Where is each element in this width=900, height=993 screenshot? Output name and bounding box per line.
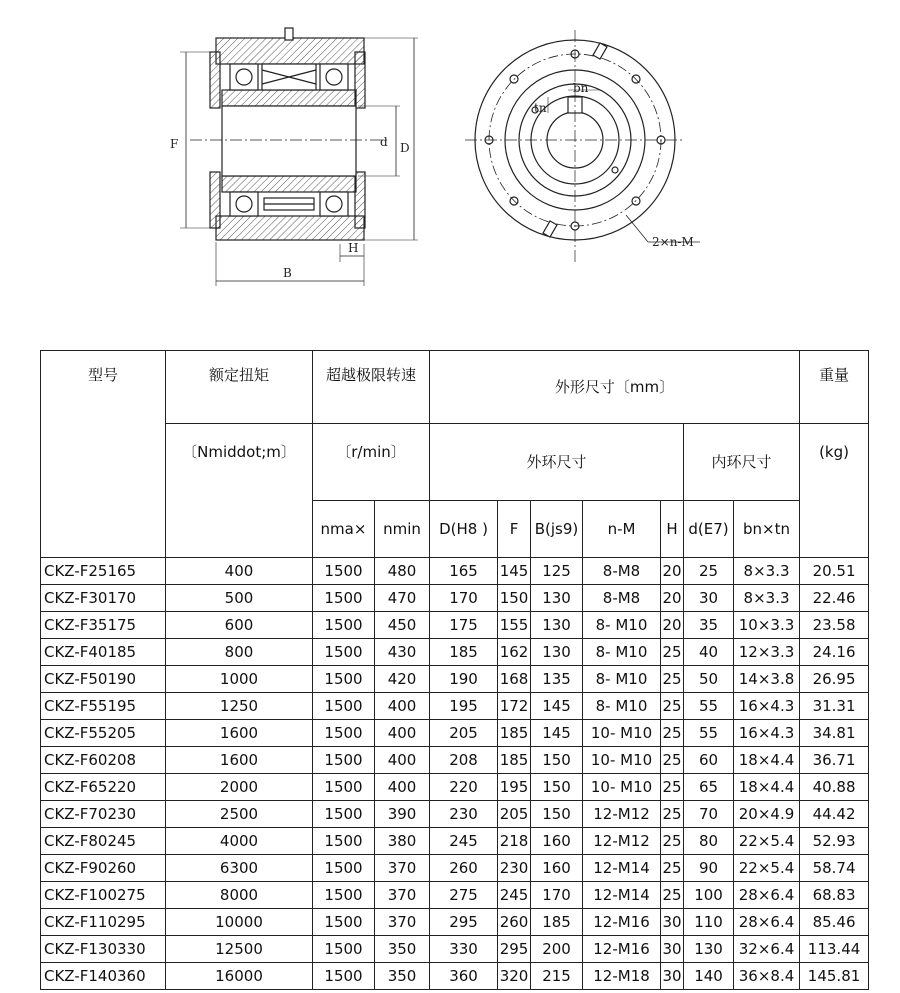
cell-nmax: 1500: [313, 612, 375, 639]
table-row: [41, 666, 869, 693]
cell-model: CKZ-F55205: [41, 720, 166, 747]
cell-B: 135: [531, 666, 583, 693]
cell-nmax: 1500: [313, 774, 375, 801]
table-row: [41, 774, 869, 801]
cell-model: CKZ-F80245: [41, 828, 166, 855]
cell-weight: 26.95: [800, 666, 869, 693]
cell-D: 230: [430, 801, 498, 828]
cell-d: 35: [684, 612, 734, 639]
cell-F: 145: [498, 558, 531, 585]
cell-model: CKZ-F40185: [41, 639, 166, 666]
cell-bntn: 36×8.4: [734, 963, 800, 990]
cell-model: CKZ-F130330: [41, 936, 166, 963]
cell-d: 25: [684, 558, 734, 585]
cell-B: 170: [531, 882, 583, 909]
table-row: [41, 747, 869, 774]
cell-D: 195: [430, 693, 498, 720]
cell-nmax: 1500: [313, 882, 375, 909]
cell-nM: 10- M10: [583, 720, 661, 747]
cell-bntn: 20×4.9: [734, 801, 800, 828]
cell-torque: 8000: [166, 882, 313, 909]
clutch-drawing-svg: [0, 0, 900, 300]
header-weight-unit: (kg): [800, 424, 869, 558]
cell-nmin: 370: [375, 909, 430, 936]
cell-nmin: 350: [375, 963, 430, 990]
header-row-2: [41, 424, 869, 501]
cell-torque: 500: [166, 585, 313, 612]
header-B: B(js9): [531, 501, 583, 558]
cell-d: 55: [684, 720, 734, 747]
cell-nmax: 1500: [313, 693, 375, 720]
dim-label-B: B: [283, 266, 292, 280]
cell-weight: 85.46: [800, 909, 869, 936]
cell-model: CKZ-F65220: [41, 774, 166, 801]
cell-weight: 24.16: [800, 639, 869, 666]
cell-bntn: 18×4.4: [734, 747, 800, 774]
cell-nmax: 1500: [313, 855, 375, 882]
cell-model: CKZ-F50190: [41, 666, 166, 693]
spec-table: [40, 350, 869, 990]
cell-nmax: 1500: [313, 801, 375, 828]
cell-weight: 145.81: [800, 963, 869, 990]
cell-nmin: 400: [375, 720, 430, 747]
table-row: [41, 855, 869, 882]
header-d: d(E7): [684, 501, 734, 558]
cell-torque: 1250: [166, 693, 313, 720]
cell-d: 55: [684, 693, 734, 720]
grease-nipple-icon: [285, 28, 293, 40]
table-row: [41, 936, 869, 963]
table-row: [41, 828, 869, 855]
table-row: [41, 963, 869, 990]
cell-nmin: 470: [375, 585, 430, 612]
cell-d: 65: [684, 774, 734, 801]
cell-D: 220: [430, 774, 498, 801]
dim-label-H: H: [348, 241, 359, 255]
cell-B: 145: [531, 720, 583, 747]
cell-nmax: 1500: [313, 909, 375, 936]
cell-nmax: 1500: [313, 963, 375, 990]
cell-B: 130: [531, 612, 583, 639]
header-bntn: bn×tn: [734, 501, 800, 558]
cell-B: 130: [531, 585, 583, 612]
cell-d: 70: [684, 801, 734, 828]
cell-B: 160: [531, 855, 583, 882]
cell-bntn: 8×3.3: [734, 585, 800, 612]
cell-F: 162: [498, 639, 531, 666]
table-row: [41, 909, 869, 936]
cell-nM: 12-M18: [583, 963, 661, 990]
cell-nM: 12-M16: [583, 936, 661, 963]
cell-D: 295: [430, 909, 498, 936]
cell-D: 190: [430, 666, 498, 693]
cell-F: 185: [498, 720, 531, 747]
cell-nM: 8-M8: [583, 585, 661, 612]
cell-H: 25: [661, 855, 684, 882]
cell-d: 30: [684, 585, 734, 612]
header-speed: 超越极限转速: [313, 351, 430, 424]
cell-nmin: 370: [375, 882, 430, 909]
cell-B: 200: [531, 936, 583, 963]
cell-nmin: 390: [375, 801, 430, 828]
cell-model: CKZ-F55195: [41, 693, 166, 720]
cell-d: 60: [684, 747, 734, 774]
cell-F: 260: [498, 909, 531, 936]
cell-torque: 2500: [166, 801, 313, 828]
cell-weight: 68.83: [800, 882, 869, 909]
cell-d: 50: [684, 666, 734, 693]
cell-F: 155: [498, 612, 531, 639]
cell-d: 100: [684, 882, 734, 909]
header-torque: 额定扭矩: [166, 351, 313, 424]
cell-nmin: 370: [375, 855, 430, 882]
cell-model: CKZ-F25165: [41, 558, 166, 585]
cell-nM: 12-M12: [583, 828, 661, 855]
header-nmax: nma×: [313, 501, 375, 558]
header-D: D(H8 ): [430, 501, 498, 558]
cell-d: 130: [684, 936, 734, 963]
header-speed-unit: 〔r/min〕: [313, 424, 430, 501]
header-inner-ring: 内环尺寸: [684, 424, 800, 501]
cell-bntn: 14×3.8: [734, 666, 800, 693]
dim-label-holes: 2×n-M: [652, 235, 694, 249]
cell-torque: 1600: [166, 720, 313, 747]
cell-B: 125: [531, 558, 583, 585]
cell-bntn: 22×5.4: [734, 855, 800, 882]
cell-torque: 12500: [166, 936, 313, 963]
cell-nmin: 380: [375, 828, 430, 855]
cell-nM: 8- M10: [583, 612, 661, 639]
dim-label-tn: tn: [534, 101, 547, 115]
cell-H: 30: [661, 963, 684, 990]
cell-D: 245: [430, 828, 498, 855]
cell-weight: 52.93: [800, 828, 869, 855]
cell-F: 295: [498, 936, 531, 963]
cell-weight: 44.42: [800, 801, 869, 828]
table-row: [41, 882, 869, 909]
cell-D: 175: [430, 612, 498, 639]
cell-weight: 22.46: [800, 585, 869, 612]
cell-nmin: 450: [375, 612, 430, 639]
cell-F: 205: [498, 801, 531, 828]
header-nM: n-M: [583, 501, 661, 558]
cell-D: 260: [430, 855, 498, 882]
cell-d: 80: [684, 828, 734, 855]
header-F: F: [498, 501, 531, 558]
cell-bntn: 8×3.3: [734, 558, 800, 585]
cell-H: 25: [661, 720, 684, 747]
cell-torque: 4000: [166, 828, 313, 855]
cell-nmax: 1500: [313, 828, 375, 855]
cell-D: 275: [430, 882, 498, 909]
cell-nM: 12-M14: [583, 882, 661, 909]
cell-nmin: 480: [375, 558, 430, 585]
table-row: [41, 693, 869, 720]
cell-weight: 20.51: [800, 558, 869, 585]
cell-model: CKZ-F35175: [41, 612, 166, 639]
cell-B: 215: [531, 963, 583, 990]
cell-D: 185: [430, 639, 498, 666]
cell-bntn: 12×3.3: [734, 639, 800, 666]
cell-nmin: 420: [375, 666, 430, 693]
table-body: [41, 558, 869, 990]
cell-D: 208: [430, 747, 498, 774]
dim-label-F: F: [170, 137, 179, 151]
cell-nmax: 1500: [313, 720, 375, 747]
cell-nmax: 1500: [313, 639, 375, 666]
cell-bntn: 10×3.3: [734, 612, 800, 639]
cell-B: 150: [531, 774, 583, 801]
cell-model: CKZ-F60208: [41, 747, 166, 774]
cell-torque: 1600: [166, 747, 313, 774]
cell-bntn: 32×6.4: [734, 936, 800, 963]
cell-torque: 16000: [166, 963, 313, 990]
cell-F: 172: [498, 693, 531, 720]
cell-torque: 6300: [166, 855, 313, 882]
cell-H: 25: [661, 747, 684, 774]
front-view: [465, 30, 700, 262]
cell-nmin: 400: [375, 693, 430, 720]
cell-H: 30: [661, 936, 684, 963]
cell-d: 140: [684, 963, 734, 990]
cell-F: 195: [498, 774, 531, 801]
dim-label-d: d: [380, 135, 388, 149]
cell-bntn: 22×5.4: [734, 828, 800, 855]
cell-F: 218: [498, 828, 531, 855]
technical-drawing: [0, 0, 900, 300]
dim-label-bn: bn: [573, 81, 589, 95]
cell-bntn: 18×4.4: [734, 774, 800, 801]
cell-nM: 8-M8: [583, 558, 661, 585]
cell-bntn: 28×6.4: [734, 882, 800, 909]
cell-H: 25: [661, 801, 684, 828]
cell-H: 20: [661, 612, 684, 639]
cell-H: 20: [661, 558, 684, 585]
cell-nmax: 1500: [313, 666, 375, 693]
table-row: [41, 639, 869, 666]
cell-nmin: 400: [375, 774, 430, 801]
cell-B: 150: [531, 801, 583, 828]
cell-nmax: 1500: [313, 747, 375, 774]
header-nmin: nmin: [375, 501, 430, 558]
table-row: [41, 585, 869, 612]
table-row: [41, 558, 869, 585]
header-row-1: [41, 351, 869, 424]
cell-D: 165: [430, 558, 498, 585]
dim-label-D: D: [400, 141, 410, 155]
table-row: [41, 801, 869, 828]
header-weight: 重量: [800, 351, 869, 424]
side-section-view: [180, 28, 418, 286]
cell-H: 25: [661, 693, 684, 720]
cell-B: 185: [531, 909, 583, 936]
cell-H: 25: [661, 882, 684, 909]
cell-B: 130: [531, 639, 583, 666]
cell-H: 20: [661, 585, 684, 612]
cell-torque: 1000: [166, 666, 313, 693]
cell-D: 360: [430, 963, 498, 990]
cell-D: 330: [430, 936, 498, 963]
header-outer-ring: 外环尺寸: [430, 424, 684, 501]
cell-weight: 113.44: [800, 936, 869, 963]
cell-torque: 400: [166, 558, 313, 585]
cell-model: CKZ-F140360: [41, 963, 166, 990]
cell-D: 205: [430, 720, 498, 747]
header-torque-unit: 〔Nmiddot;m〕: [166, 424, 313, 558]
cell-d: 110: [684, 909, 734, 936]
cell-nmin: 400: [375, 747, 430, 774]
cell-nmax: 1500: [313, 936, 375, 963]
cell-F: 150: [498, 585, 531, 612]
cell-nmax: 1500: [313, 585, 375, 612]
cell-H: 25: [661, 828, 684, 855]
cell-B: 160: [531, 828, 583, 855]
cell-H: 25: [661, 639, 684, 666]
cell-F: 185: [498, 747, 531, 774]
cell-torque: 600: [166, 612, 313, 639]
cell-nM: 8- M10: [583, 639, 661, 666]
cell-model: CKZ-F100275: [41, 882, 166, 909]
cell-nM: 12-M12: [583, 801, 661, 828]
cell-D: 170: [430, 585, 498, 612]
cell-torque: 800: [166, 639, 313, 666]
cell-B: 150: [531, 747, 583, 774]
cell-H: 30: [661, 909, 684, 936]
cell-bntn: 16×4.3: [734, 693, 800, 720]
cell-nM: 12-M14: [583, 855, 661, 882]
cell-weight: 34.81: [800, 720, 869, 747]
cell-H: 25: [661, 666, 684, 693]
cell-nM: 10- M10: [583, 774, 661, 801]
cell-bntn: 16×4.3: [734, 720, 800, 747]
cell-model: CKZ-F70230: [41, 801, 166, 828]
cell-nmin: 430: [375, 639, 430, 666]
table-row: [41, 720, 869, 747]
cell-H: 25: [661, 774, 684, 801]
cell-torque: 10000: [166, 909, 313, 936]
cell-nmin: 350: [375, 936, 430, 963]
cell-nM: 12-M16: [583, 909, 661, 936]
cell-model: CKZ-F30170: [41, 585, 166, 612]
cell-weight: 31.31: [800, 693, 869, 720]
cell-F: 320: [498, 963, 531, 990]
header-model: 型号: [41, 351, 166, 558]
cell-model: CKZ-F110295: [41, 909, 166, 936]
cell-F: 245: [498, 882, 531, 909]
cell-weight: 40.88: [800, 774, 869, 801]
cell-bntn: 28×6.4: [734, 909, 800, 936]
cell-d: 90: [684, 855, 734, 882]
header-H: H: [661, 501, 684, 558]
table-row: [41, 612, 869, 639]
cell-weight: 58.74: [800, 855, 869, 882]
header-dimensions: 外形尺寸〔mm〕: [430, 351, 800, 424]
cell-nmax: 1500: [313, 558, 375, 585]
cell-F: 230: [498, 855, 531, 882]
cell-B: 145: [531, 693, 583, 720]
cell-model: CKZ-F90260: [41, 855, 166, 882]
cell-nM: 8- M10: [583, 693, 661, 720]
cell-nM: 8- M10: [583, 666, 661, 693]
cell-weight: 23.58: [800, 612, 869, 639]
cell-F: 168: [498, 666, 531, 693]
cell-torque: 2000: [166, 774, 313, 801]
cell-d: 40: [684, 639, 734, 666]
cell-nM: 10- M10: [583, 747, 661, 774]
cell-weight: 36.71: [800, 747, 869, 774]
